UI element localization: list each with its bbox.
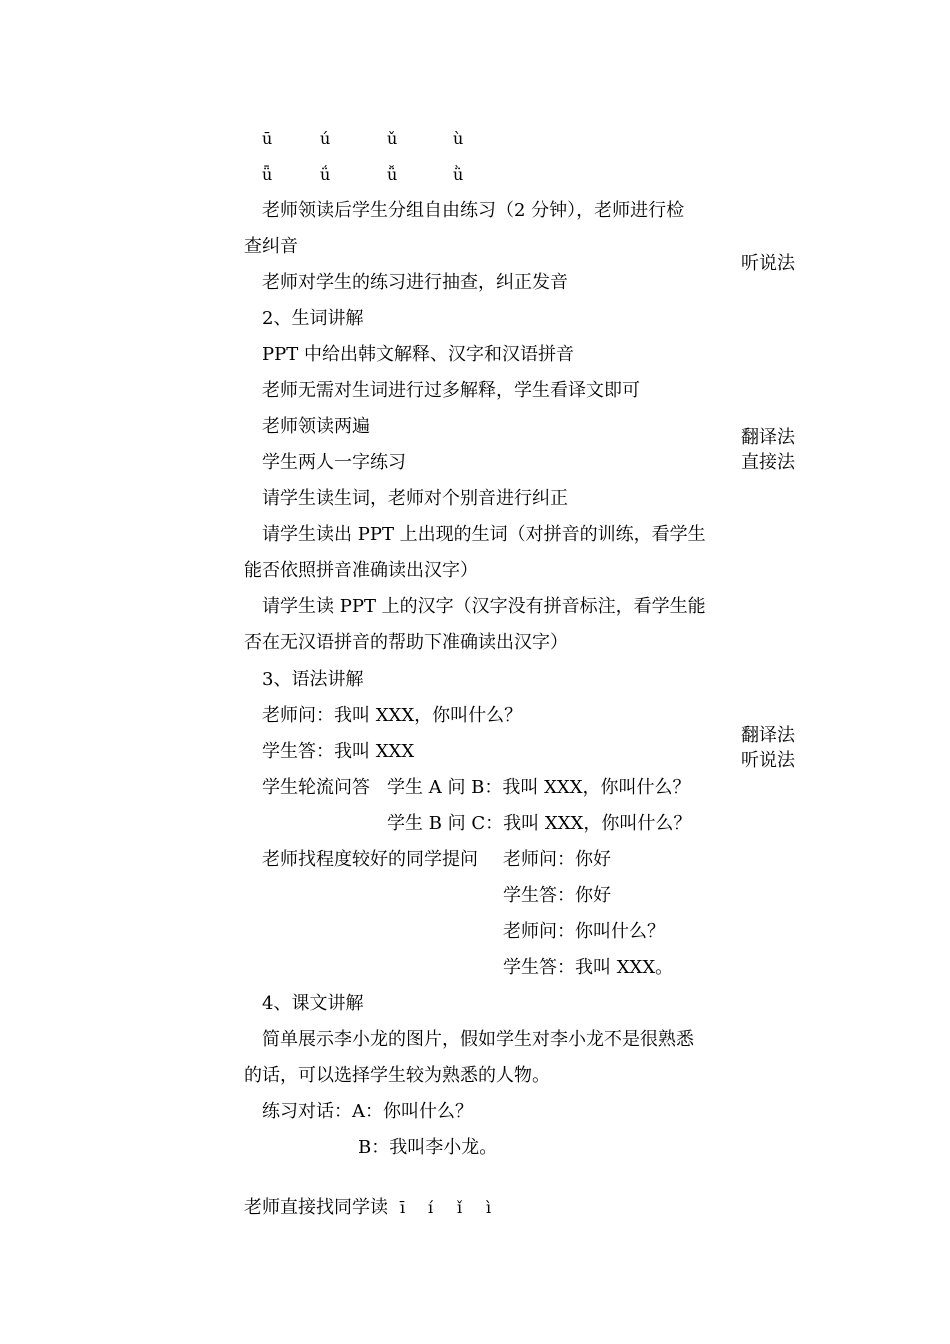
method-label: 直接法: [741, 452, 795, 473]
tone-mark: ú: [320, 129, 331, 148]
vocab-item: PPT 中给出韩文解释、汉字和汉语拼音: [262, 344, 574, 365]
section-heading: 3、语法讲解: [262, 669, 364, 690]
tone-mark: ǜ: [453, 165, 464, 184]
rotate-ab: 学生 A 问 B：我叫 XXX，你叫什么？: [387, 777, 691, 798]
vocab-item: 老师无需对生词进行过多解释，学生看译文即可: [262, 380, 640, 401]
teacher-question: 老师问：我叫 XXX，你叫什么？: [262, 705, 523, 726]
dialog-line: 学生答：我叫 XXX。: [503, 957, 674, 978]
practice-dialog-b: B：我叫李小龙。: [358, 1137, 498, 1158]
dialog-line: 老师问：你叫什么？: [503, 921, 665, 942]
rotate-bc: 学生 B 问 C：我叫 XXX，你叫什么？: [387, 813, 692, 834]
practice-dialog-a: 练习对话：A：你叫什么？: [262, 1101, 473, 1122]
method-label: 听说法: [741, 253, 795, 274]
vocab-item: 请学生读生词，老师对个别音进行纠正: [262, 488, 568, 509]
tone-mark: ǖ: [262, 165, 273, 184]
practice-line: 老师领读后学生分组自由练习（2 分钟），老师进行检: [262, 200, 685, 221]
vocab-item: 老师领读两遍: [262, 416, 370, 437]
section-heading: 4、课文讲解: [262, 993, 364, 1014]
method-label: 翻译法: [741, 725, 795, 746]
dialog-line: 老师问：你好: [503, 849, 611, 870]
method-label: 听说法: [741, 750, 795, 771]
rotate-label: 学生轮流问答: [262, 777, 370, 798]
hanzi-line: 请学生读 PPT 上的汉字（汉字没有拼音标注，看学生能: [262, 596, 706, 617]
tone-mark: ǘ: [320, 165, 331, 184]
section-heading: 2、生词讲解: [262, 308, 364, 329]
tone-mark: ī: [400, 1198, 406, 1217]
dialog-line: 学生答：你好: [503, 885, 611, 906]
tone-mark: ǐ: [457, 1198, 463, 1217]
intro-line: 的话，可以选择学生较为熟悉的人物。: [244, 1065, 550, 1086]
intro-line: 简单展示李小龙的图片，假如学生对李小龙不是很熟悉: [262, 1029, 694, 1050]
tone-mark: ù: [453, 129, 464, 148]
pick-label: 老师找程度较好的同学提问: [262, 849, 478, 870]
vocab-item: 学生两人一字练习: [262, 452, 406, 473]
tone-mark: ì: [486, 1198, 492, 1217]
tone-mark: ū: [262, 129, 273, 148]
student-answer: 学生答：我叫 XXX: [262, 741, 415, 762]
footer-label: 老师直接找同学读: [244, 1197, 388, 1218]
tone-mark: ǔ: [387, 129, 398, 148]
pinyin-line: 请学生读出 PPT 上出现的生词（对拼音的训练，看学生: [262, 524, 706, 545]
practice-line: 查纠音: [244, 236, 298, 257]
tone-mark: ǚ: [387, 165, 398, 184]
check-line: 老师对学生的练习进行抽查，纠正发音: [262, 272, 568, 293]
tone-mark: í: [428, 1198, 434, 1217]
hanzi-line: 否在无汉语拼音的帮助下准确读出汉字）: [244, 632, 568, 653]
method-label: 翻译法: [741, 427, 795, 448]
pinyin-line: 能否依照拼音准确读出汉字）: [244, 560, 478, 581]
